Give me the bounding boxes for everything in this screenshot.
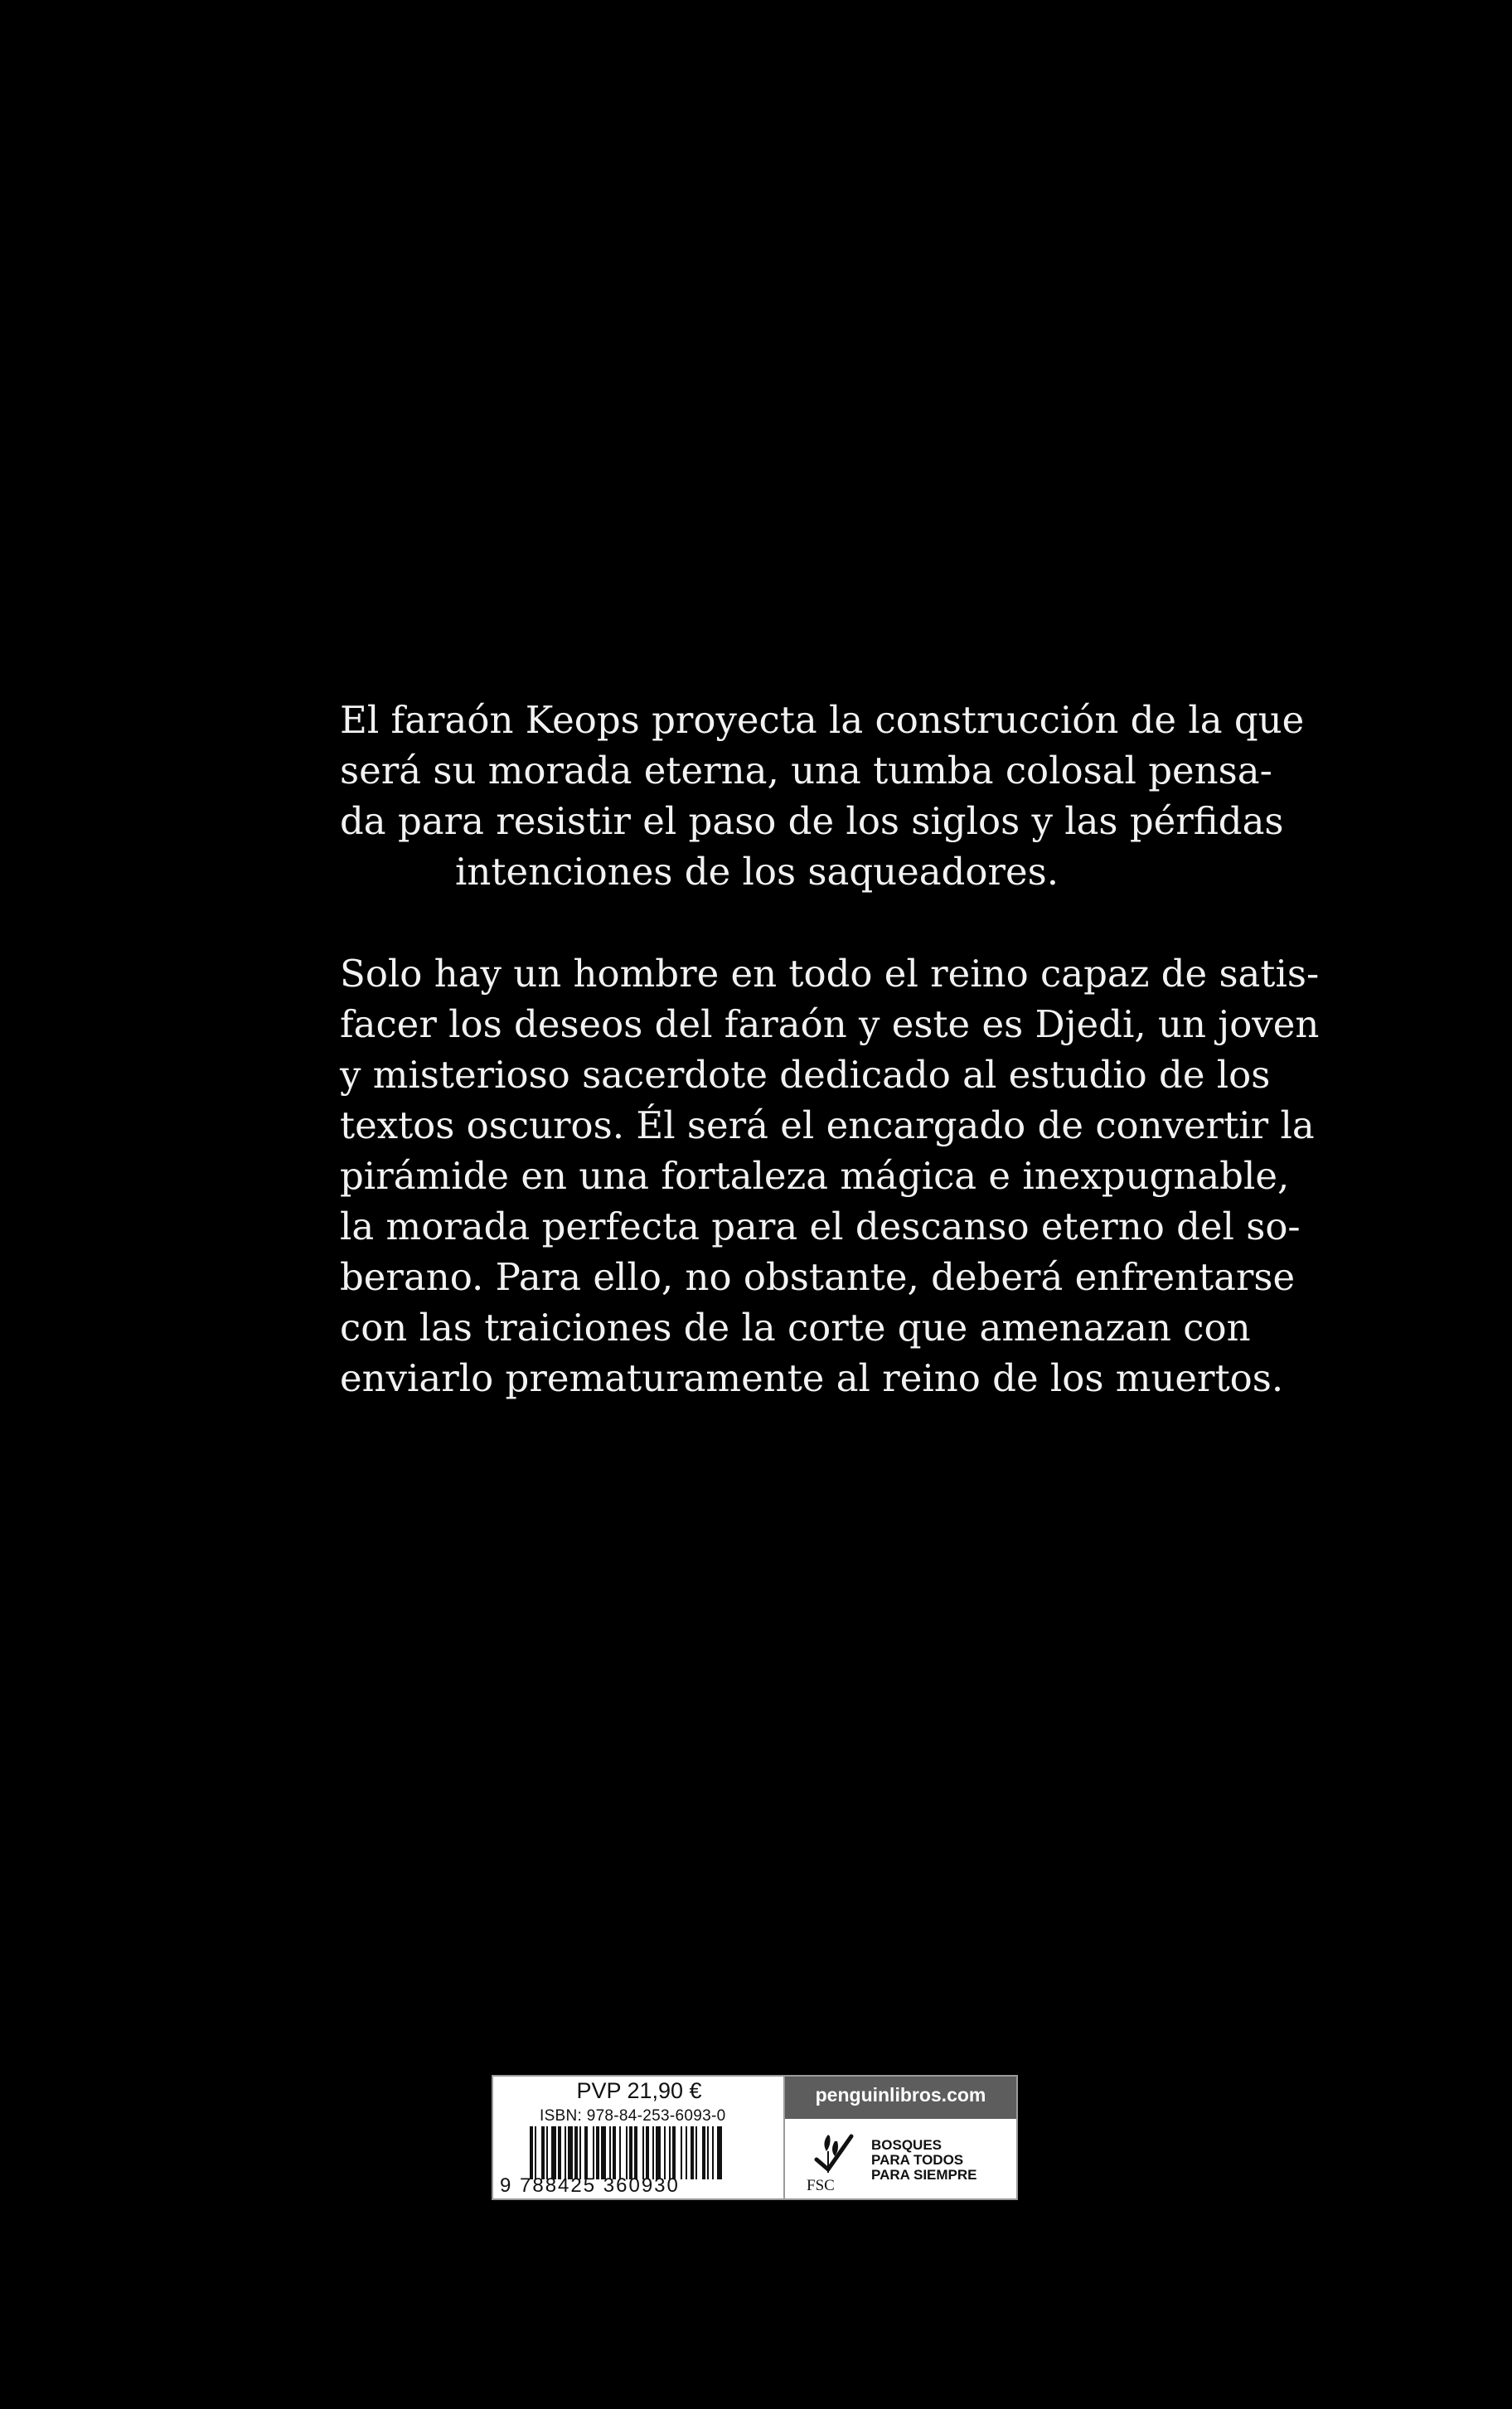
barcode-bar [634,2126,637,2179]
barcode-bar [609,2126,611,2179]
barcode-bar [712,2126,714,2179]
synopsis-paragraph-1 [340,695,1305,897]
barcode-bar [629,2126,632,2179]
synopsis-paragraph-2 [340,948,1320,1403]
barcode-bar [593,2126,594,2179]
synopsis-line: la morada perfecta para el descanso eterno del so- [340,1204,1301,1248]
fsc-tagline-line: PARA TODOS [871,2152,964,2168]
fsc-tagline-line: PARA SIEMPRE [871,2167,977,2183]
barcode-bar [546,2126,548,2179]
barcode-bar [652,2126,654,2179]
synopsis-line: enviarlo prematuramente al reino de los muertos. [340,1356,1284,1400]
barcode-bar [558,2126,561,2179]
website-label: penguinlibros.com [815,2084,986,2106]
barcode-bar [601,2126,606,2179]
barcode-bar [669,2126,671,2179]
barcode-bar [691,2126,694,2179]
price-barcode-box [493,2077,785,2198]
barcode-bar [681,2126,682,2179]
synopsis [340,695,1320,1403]
synopsis-line: y misterioso sacerdote dedicado al estudio de los [340,1053,1271,1097]
synopsis-line: intenciones de los saqueadores. [455,850,1059,894]
synopsis-line: Solo hay un hombre en todo el reino capaz de satis- [340,952,1320,996]
barcode-bar [619,2126,621,2179]
barcode-bar [535,2126,536,2179]
barcode-bar [551,2126,556,2179]
price-label: PVP 21,90 € [576,2078,702,2103]
fsc-label: FSC [807,2177,835,2194]
barcode-bar [656,2126,661,2179]
barcode-bar [568,2126,573,2179]
synopsis-line: pirámide en una fortaleza mágica e inexpugnable, [340,1154,1290,1198]
barcode-bar [596,2126,599,2179]
barcode-bar [565,2126,566,2179]
barcode-bar [707,2126,709,2179]
barcode-bar [613,2126,616,2179]
barcode-bar [702,2126,705,2179]
barcode-bar [530,2126,533,2179]
barcode-bar [695,2126,697,2179]
barcode-bar [574,2126,578,2179]
barcode-bar [584,2126,588,2179]
synopsis-line: textos oscuros. Él será el encargado de convertir la [340,1103,1315,1147]
barcode-bar [664,2126,666,2179]
barcode-bar [646,2126,649,2179]
barcode-digits: 9 788425 360930 [500,2174,680,2197]
publisher-box [785,2077,1016,2198]
fsc-tagline-line: BOSQUES [871,2137,943,2153]
synopsis-line: berano. Para ello, no obstante, deberá enfrentarse [340,1255,1296,1299]
synopsis-line: con las traiciones de la corte que amenazan con [340,1306,1251,1350]
isbn-label: ISBN: 978-84-253-6093-0 [540,2107,726,2125]
synopsis-line: da para resistir el paso de los siglos y las pérfidas [340,799,1284,843]
synopsis-line: será su morada eterna, una tumba colosal pensa- [340,749,1272,792]
barcode-bar [642,2126,644,2179]
fsc-tagline [871,2138,977,2183]
barcode-bar [579,2126,581,2179]
barcode-bar [672,2126,676,2179]
synopsis-line: El faraón Keops proyecta la construcción de la que [340,698,1305,742]
barcode-icon [530,2126,775,2179]
website-strip [785,2077,1016,2119]
barcode-bar [686,2126,687,2179]
barcode-bar [717,2126,722,2179]
synopsis-line: facer los deseos del faraón y este es Djedi, un joven [340,1002,1320,1046]
barcode-bar [541,2126,545,2179]
barcode-panel [492,2075,1018,2200]
barcode-bar [626,2126,628,2179]
